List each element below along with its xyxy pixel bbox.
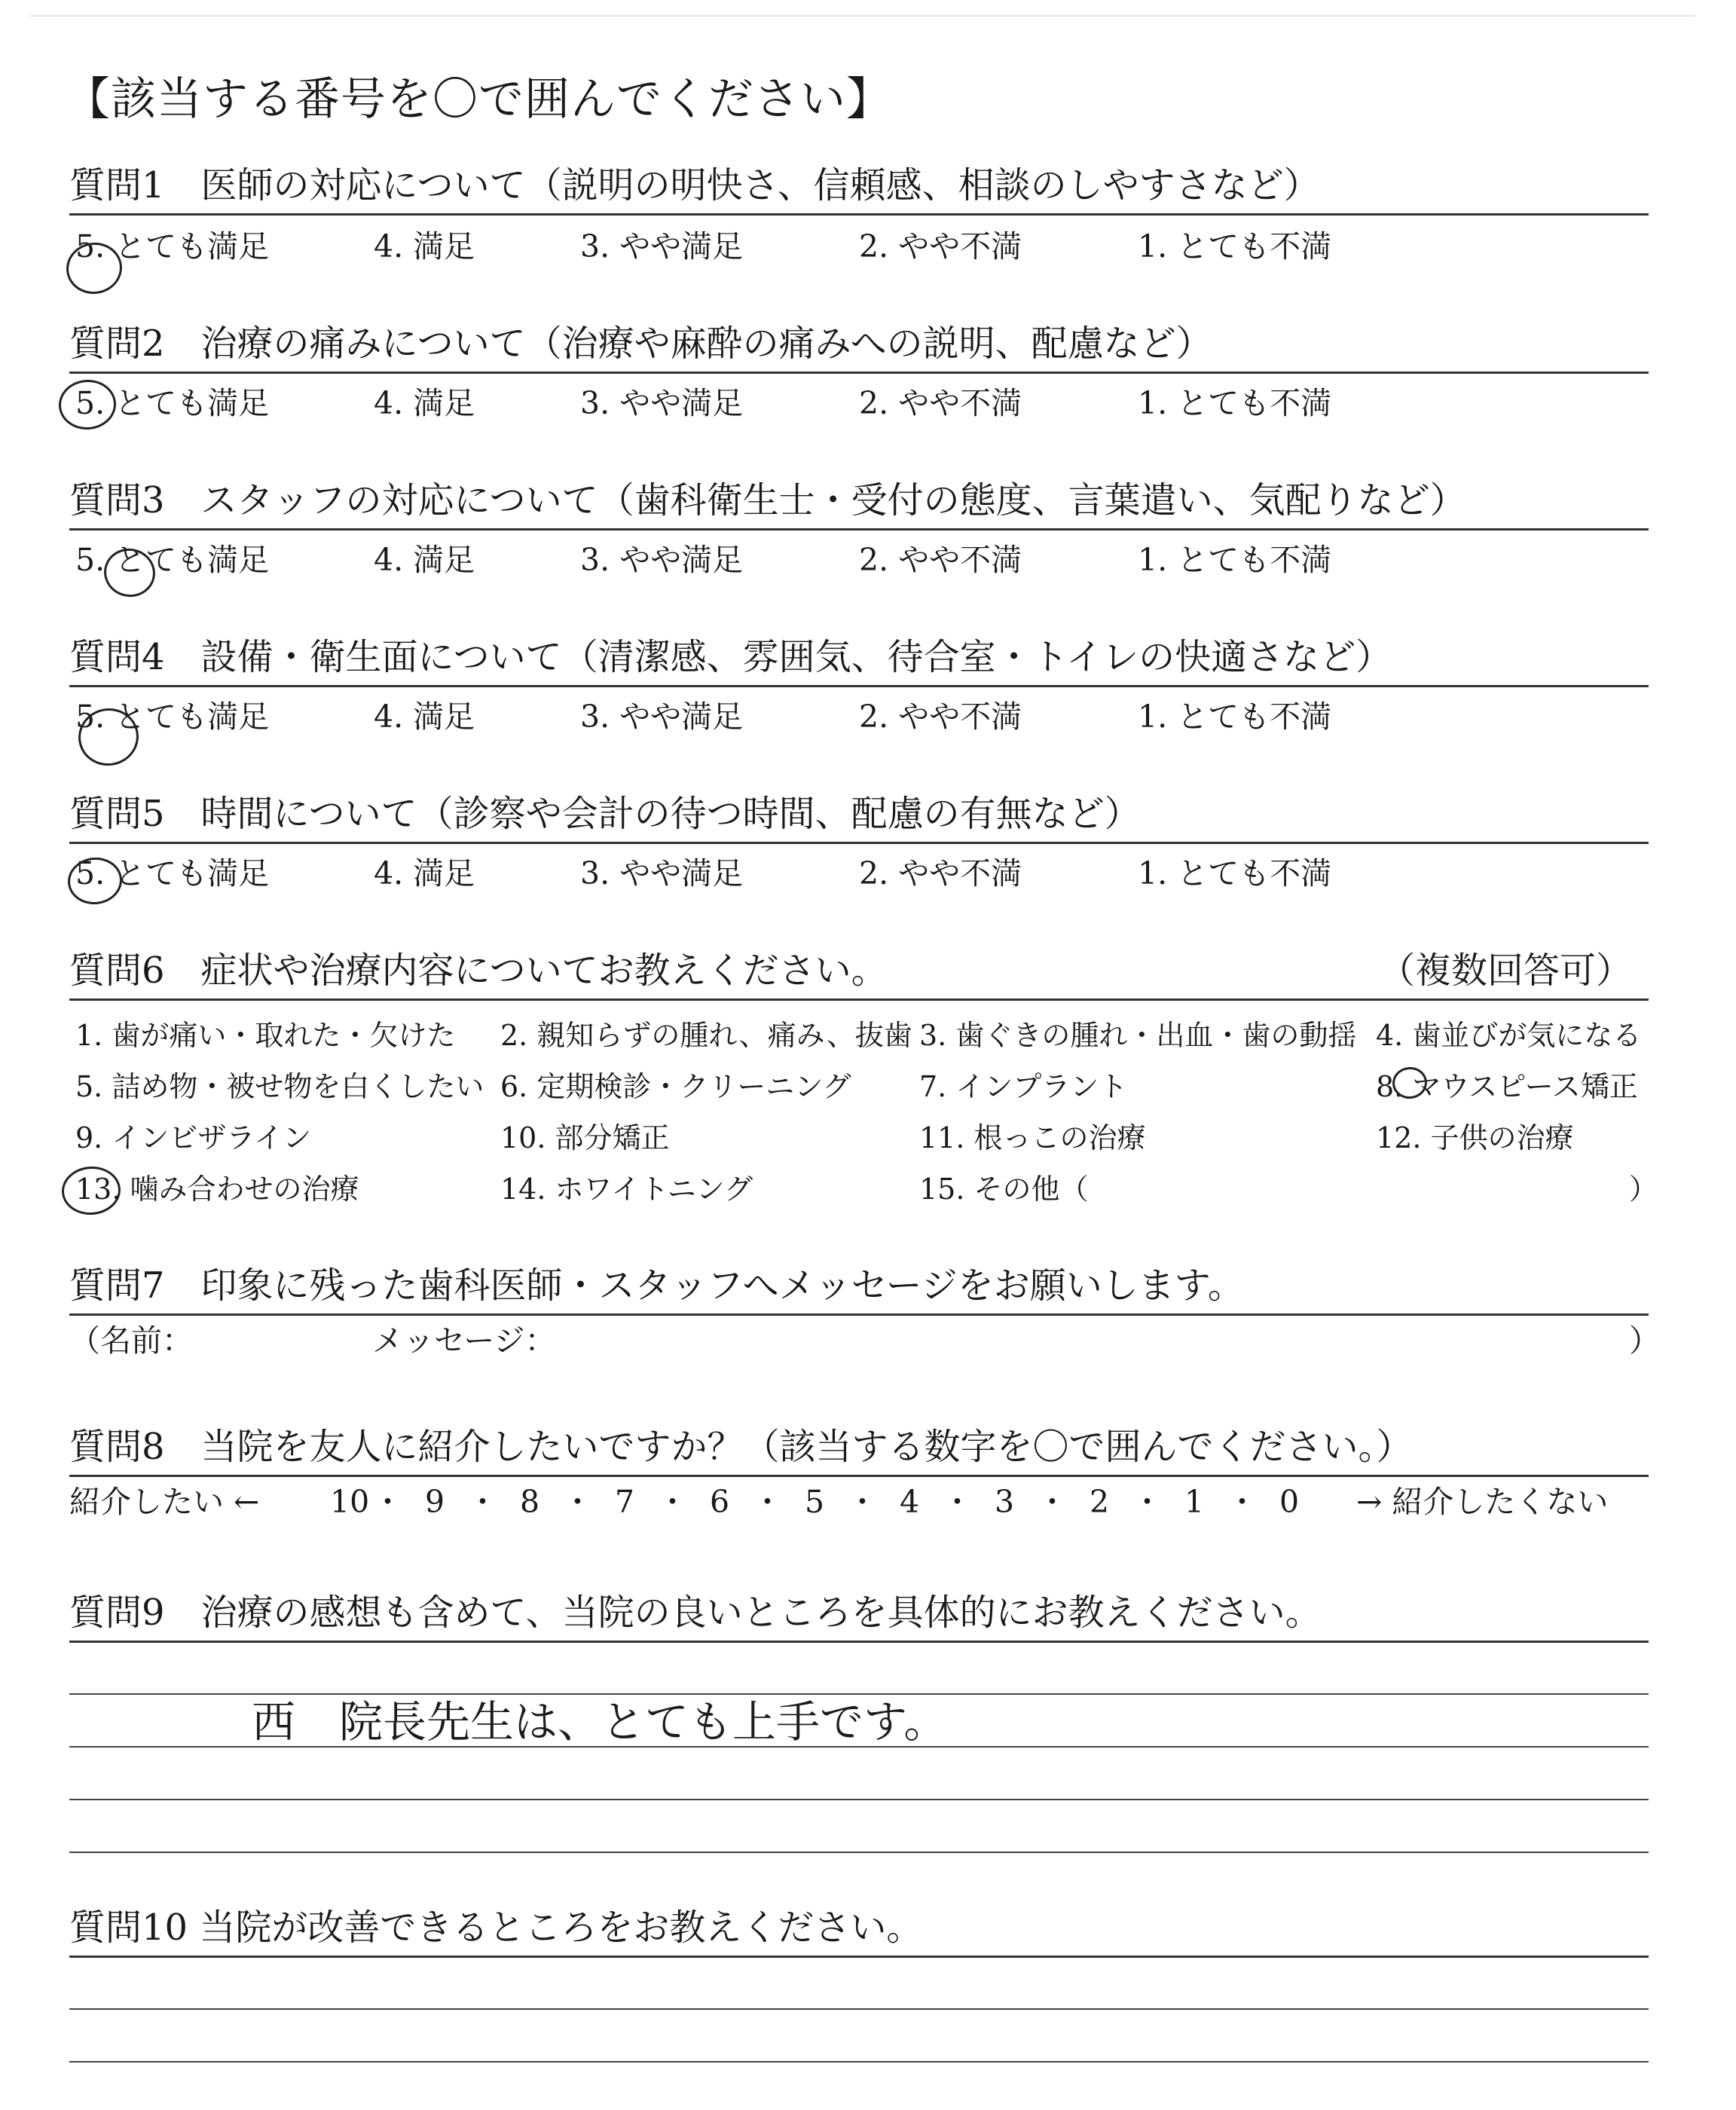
q8-scale-value[interactable]: 6 — [710, 1484, 730, 1520]
q6-option-10[interactable]: 10. 部分矯正 — [500, 1121, 670, 1154]
question-6-title: 質問6 症状や治療内容についてお教えください。 — [69, 950, 888, 992]
q8-scale-separator: ・ — [562, 1484, 593, 1520]
q2-option-3[interactable]: 3. やや満足 — [580, 385, 744, 421]
q8-scale-separator: ・ — [847, 1484, 878, 1520]
q8-scale-value[interactable]: 7 — [615, 1484, 635, 1520]
q1-option-5[interactable]: 5. とても満足 — [75, 228, 270, 265]
q6-option-7[interactable]: 7. インプラント — [919, 1070, 1128, 1103]
q3-option-3[interactable]: 3. やや満足 — [580, 542, 744, 578]
q10-answer-line-1 — [69, 2008, 1649, 2010]
q4-option-2[interactable]: 2. やや不満 — [859, 699, 1022, 735]
question-7-rule — [69, 1313, 1649, 1316]
q5-option-1[interactable]: 1. とても不満 — [1138, 855, 1332, 891]
q8-scale-separator: ・ — [942, 1484, 973, 1520]
question-1-title: 質問1 医師の対応について（説明の明快さ、信頼感、相談のしやすさなど） — [69, 164, 1320, 206]
q7-close-paren: ） — [1629, 1323, 1660, 1359]
q9-answer-line-4 — [69, 1852, 1649, 1853]
question-2-rule — [69, 372, 1649, 374]
q6-other-close-paren: ） — [1629, 1173, 1658, 1206]
q8-scale-value[interactable]: 1 — [1184, 1484, 1205, 1520]
q4-option-5[interactable]: 5. とても満足 — [75, 699, 270, 735]
q6-option-1[interactable]: 1. 歯が痛い・取れた・欠けた — [75, 1019, 456, 1052]
q6-option-15-other[interactable]: 15. その他（ — [919, 1173, 1089, 1206]
q7-message-label: メッセージ： — [372, 1323, 556, 1359]
question-9-title: 質問9 治療の感想も含めて、当院の良いところを具体的にお教えください。 — [69, 1592, 1322, 1634]
q8-scale-value[interactable]: 2 — [1090, 1484, 1110, 1520]
q6-option-6[interactable]: 6. 定期検診・クリーニング — [500, 1070, 851, 1103]
q6-option-11[interactable]: 11. 根っこの治療 — [919, 1121, 1146, 1154]
q8-scale-value[interactable]: 3 — [995, 1484, 1015, 1520]
q8-scale-separator: ・ — [372, 1484, 403, 1520]
scan-top-edge — [30, 15, 1695, 17]
question-1-rule — [69, 213, 1649, 216]
q1-option-2[interactable]: 2. やや不満 — [859, 228, 1022, 265]
question-10-title: 質問10 当院が改善できるところをお教えください。 — [69, 1907, 923, 1949]
q8-scale-value[interactable]: 10 — [330, 1484, 370, 1520]
q2-option-4[interactable]: 4. 満足 — [374, 385, 475, 421]
question-10-rule — [69, 1956, 1649, 1958]
q6-option-14[interactable]: 14. ホワイトニング — [500, 1173, 753, 1206]
q5-option-5[interactable]: 5. とても満足 — [75, 855, 270, 891]
q6-option-3[interactable]: 3. 歯ぐきの腫れ・出血・歯の動揺 — [919, 1019, 1357, 1052]
q8-scale-value[interactable]: 5 — [805, 1484, 825, 1520]
q6-option-9[interactable]: 9. インビザライン — [75, 1121, 312, 1154]
q4-option-3[interactable]: 3. やや満足 — [580, 699, 744, 735]
q3-option-5[interactable]: 5. とても満足 — [75, 542, 270, 578]
q8-scale-separator: ・ — [657, 1484, 688, 1520]
q3-option-2[interactable]: 2. やや不満 — [859, 542, 1022, 578]
q9-answer-line-3 — [69, 1799, 1649, 1800]
q1-option-1[interactable]: 1. とても不満 — [1138, 228, 1332, 265]
q2-option-2[interactable]: 2. やや不満 — [859, 385, 1022, 421]
q4-option-4[interactable]: 4. 満足 — [374, 699, 475, 735]
question-5-rule — [69, 842, 1649, 844]
q3-option-4[interactable]: 4. 満足 — [374, 542, 475, 578]
question-9-rule — [69, 1641, 1649, 1643]
q8-scale-separator: ・ — [1227, 1484, 1258, 1520]
q9-handwritten-answer: 西 院長先生は、とても上手です。 — [252, 1696, 948, 1748]
question-3-title: 質問3 スタッフの対応について（歯科衛生士・受付の態度、言葉遣い、気配りなど） — [69, 479, 1466, 521]
q1-option-3[interactable]: 3. やや満足 — [580, 228, 744, 265]
q8-scale-separator: ・ — [467, 1484, 498, 1520]
q3-option-1[interactable]: 1. とても不満 — [1138, 542, 1332, 578]
q6-option-2[interactable]: 2. 親知らずの腫れ、痛み、抜歯 — [500, 1019, 912, 1052]
q1-option-4[interactable]: 4. 満足 — [374, 228, 475, 265]
q8-scale-value[interactable]: 9 — [425, 1484, 445, 1520]
question-8-rule — [69, 1475, 1649, 1477]
q8-scale-value[interactable]: 8 — [520, 1484, 540, 1520]
question-6-rule — [69, 998, 1649, 1001]
q6-option-5[interactable]: 5. 詰め物・被せ物を白くしたい — [75, 1070, 484, 1103]
q8-scale-separator: ・ — [752, 1484, 783, 1520]
q2-option-5[interactable]: 5. とても満足 — [75, 385, 270, 421]
q6-option-4[interactable]: 4. 歯並びが気になる — [1376, 1019, 1642, 1052]
question-8-title: 質問8 当院を友人に紹介したいですか？（該当する数字を〇で囲んでください。） — [69, 1426, 1413, 1468]
q8-scale-separator: ・ — [1037, 1484, 1068, 1520]
q6-option-13[interactable]: 13. 噛み合わせの治療 — [75, 1173, 359, 1206]
q4-option-1[interactable]: 1. とても不満 — [1138, 699, 1332, 735]
q8-scale-separator: ・ — [1132, 1484, 1163, 1520]
page-title: 【該当する番号を〇で囲んでください】 — [65, 73, 892, 126]
q2-option-1[interactable]: 1. とても不満 — [1138, 385, 1332, 421]
q8-scale-value[interactable]: 4 — [900, 1484, 920, 1520]
q8-right-label: → 紹介したくない — [1356, 1484, 1609, 1520]
question-4-rule — [69, 685, 1649, 687]
q5-option-3[interactable]: 3. やや満足 — [580, 855, 744, 891]
question-5-title: 質問5 時間について（診察や会計の待つ時間、配慮の有無など） — [69, 793, 1141, 835]
question-7-title: 質問7 印象に残った歯科医師・スタッフへメッセージをお願いします。 — [69, 1264, 1244, 1307]
question-3-rule — [69, 528, 1649, 531]
q8-left-label: 紹介したい ← — [69, 1484, 260, 1520]
question-6-multi-note: （複数回答可） — [1379, 950, 1633, 992]
question-4-title: 質問4 設備・衛生面について（清潔感、雰囲気、待合室・トイレの快適さなど） — [69, 636, 1392, 678]
q8-scale-value[interactable]: 0 — [1279, 1484, 1300, 1520]
q5-option-4[interactable]: 4. 満足 — [374, 855, 475, 891]
question-2-title: 質問2 治療の痛みについて（治療や麻酔の痛みへの説明、配慮など） — [69, 323, 1212, 365]
q10-answer-line-2 — [69, 2061, 1649, 2063]
q7-name-label: （名前： — [69, 1323, 193, 1359]
q6-option-12[interactable]: 12. 子供の治療 — [1376, 1121, 1574, 1154]
q5-option-2[interactable]: 2. やや不満 — [859, 855, 1022, 891]
q6-option-8[interactable]: 8. マウスピース矯正 — [1376, 1070, 1638, 1103]
